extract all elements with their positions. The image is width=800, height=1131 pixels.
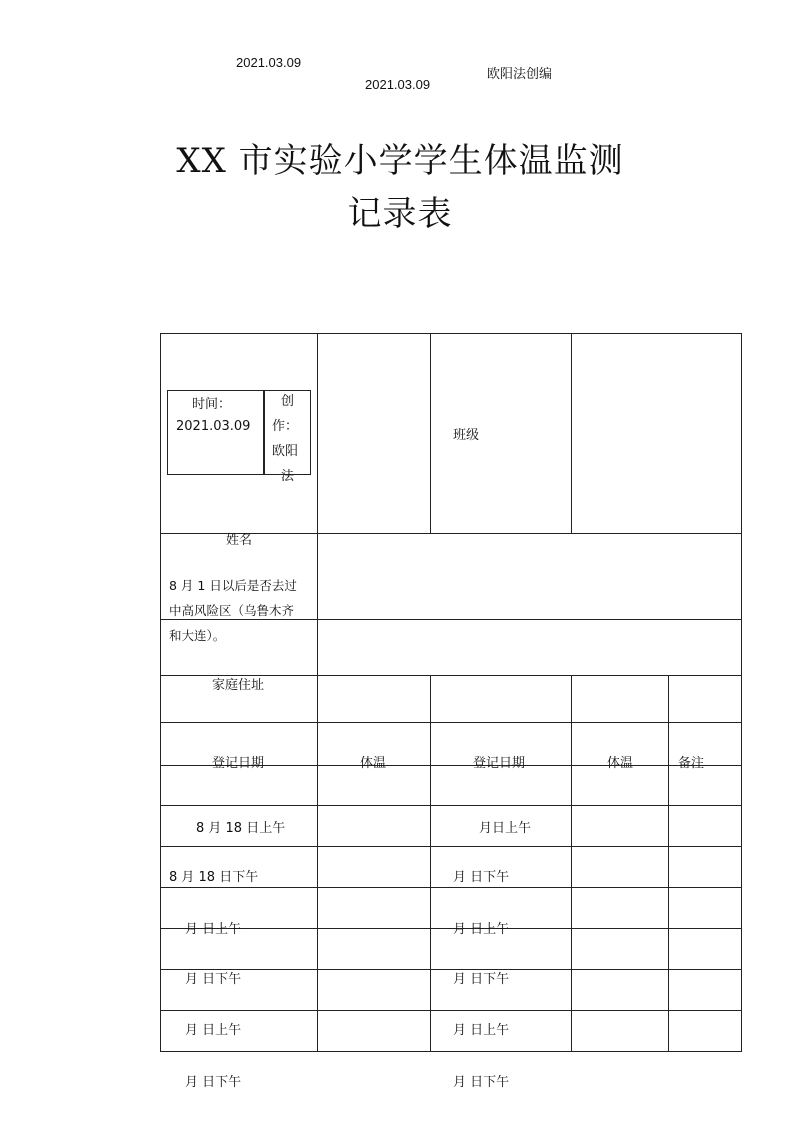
table-border-left (160, 333, 161, 1052)
table-border-bottom (160, 1051, 742, 1052)
time-value: 2021.03.09 (176, 419, 251, 434)
table-line (160, 1010, 742, 1011)
page-title: XX 市实验小学学生体温监测 (176, 141, 624, 181)
date-cell-right: 月 日下午 (453, 1075, 510, 1090)
date-cell-left: 8 月 18 日下午 (169, 870, 259, 885)
table-line (160, 722, 742, 723)
table-col-line (430, 675, 431, 1052)
creator-line: 创 (281, 394, 295, 409)
column-header-temp-2: 体温 (607, 756, 634, 771)
date-cell-left: 月 日下午 (185, 1075, 242, 1090)
table-line (160, 846, 742, 847)
table-border-top (160, 333, 742, 334)
table-line (160, 928, 742, 929)
header-author: 欧阳法创编 (487, 67, 553, 82)
table-line (160, 887, 742, 888)
date-cell-right: 月 日上午 (453, 922, 510, 937)
table-border-right (741, 333, 742, 1052)
date-cell-left: 8 月 18 日上午 (196, 821, 286, 836)
creator-line: 作： (272, 419, 299, 434)
date-cell-left: 月 日下午 (185, 972, 242, 987)
risk-question-line: 和大连）。 (169, 628, 226, 643)
table-col-line (317, 333, 318, 1052)
header-date-center: 2021.03.09 (365, 77, 431, 92)
date-cell-left: 月 日上午 (185, 1023, 242, 1038)
address-label: 家庭住址 (212, 678, 265, 693)
creator-line: 法 (281, 469, 295, 484)
creator-line: 欧阳 (272, 444, 299, 459)
date-cell-left: 月 日上午 (185, 922, 242, 937)
time-label: 时间： (192, 397, 232, 412)
risk-question-line: 中高风险区（乌鲁木齐 (169, 603, 295, 618)
table-line (160, 969, 742, 970)
table-line (160, 619, 742, 620)
risk-question-line: 8 月 1 日以后是否去过 (169, 578, 297, 593)
table-col-line (571, 675, 572, 1052)
header-date-left: 2021.03.09 (236, 55, 302, 70)
column-header-date-2: 登记日期 (473, 756, 526, 771)
table-col-line (430, 333, 431, 533)
column-header-note: 备注 (678, 756, 705, 771)
table-line (160, 805, 742, 806)
date-cell-right: 月日上午 (479, 821, 532, 836)
date-cell-right: 月 日下午 (453, 870, 510, 885)
table-col-line (668, 675, 669, 1052)
column-header-temp-1: 体温 (360, 756, 387, 771)
page-title-line2: 记录表 (347, 194, 453, 234)
date-cell-right: 月 日上午 (453, 1023, 510, 1038)
table-col-line (571, 333, 572, 533)
name-label: 姓名 (226, 533, 253, 548)
date-cell-right: 月 日下午 (453, 972, 510, 987)
class-label: 班级 (453, 428, 480, 443)
column-header-date-1: 登记日期 (212, 756, 265, 771)
